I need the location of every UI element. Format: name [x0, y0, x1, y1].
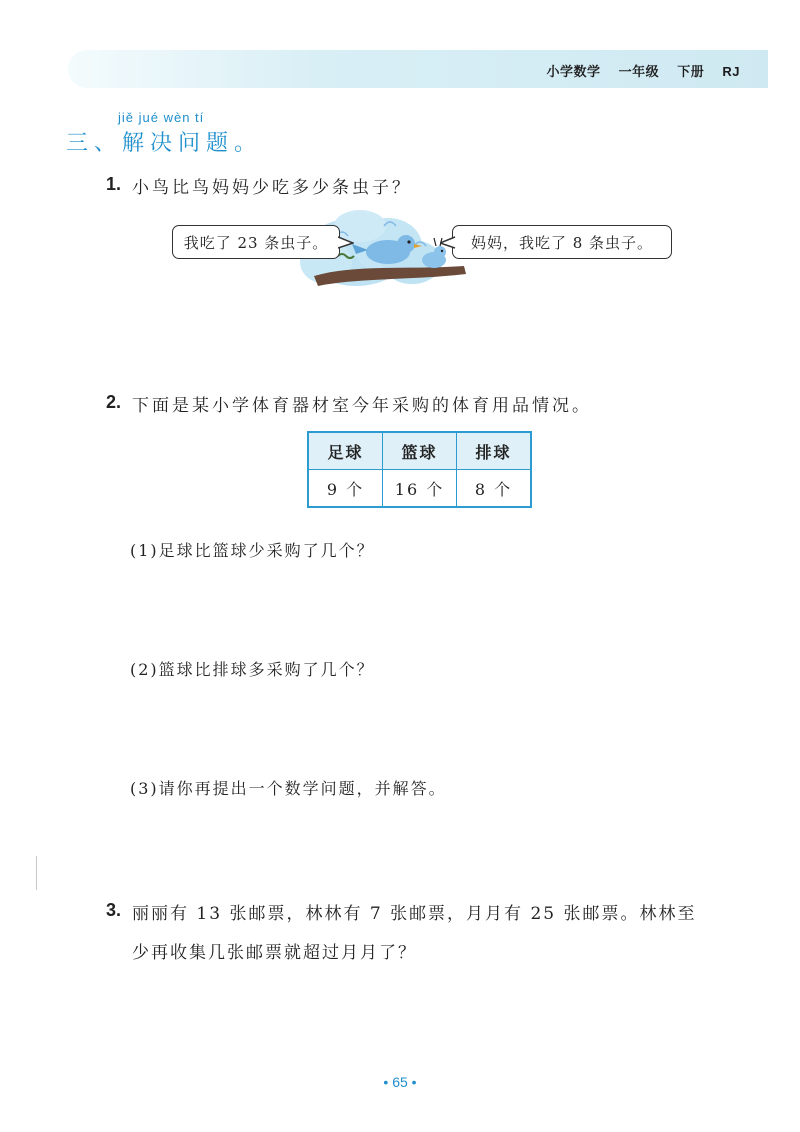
page-number: • 65 • — [383, 1074, 417, 1090]
speech-tail-left-icon — [338, 236, 354, 250]
sub-question-1: (1)足球比篮球少采购了几个？ — [130, 541, 375, 560]
speech-tail-right-icon — [440, 236, 456, 250]
grade-label: 一年级 — [618, 64, 660, 79]
bird-speech-bubble-mother: 我吃了 23 条虫子。 — [172, 225, 340, 259]
question-3-line-2: 少再收集几张邮票就超过月月了？ — [132, 943, 417, 963]
question-2-number: 2. — [106, 392, 122, 412]
question-3-line-1: 丽丽有 13 张邮票，林林有 7 张邮票，月月有 25 张邮票。林林至 — [132, 904, 697, 924]
header-basketball: 篮球 — [383, 432, 457, 470]
question-2-text: 下面是某小学体育器材室今年采购的体育用品情况。 — [132, 396, 592, 416]
header-band — [68, 50, 768, 88]
header-football: 足球 — [308, 432, 383, 470]
value-football: 9 个 — [308, 470, 383, 508]
section-pinyin: jiě jué wèn tí — [118, 110, 205, 125]
bird-speech-bubble-baby: 妈妈，我吃了 8 条虫子。 — [452, 225, 672, 259]
volume-label: 下册 — [677, 64, 705, 79]
edition-label: RJ — [722, 64, 740, 79]
value-volleyball: 8 个 — [457, 470, 532, 508]
table-row — [308, 470, 531, 508]
question-1-text: 小鸟比鸟妈妈少吃多少条虫子？ — [132, 178, 412, 198]
header-volleyball: 排球 — [457, 432, 532, 470]
section-title: 三、解决问题。 — [66, 130, 263, 155]
book-info — [546, 61, 740, 80]
question-3-number: 3. — [106, 900, 122, 920]
subject-label: 小学数学 — [546, 64, 601, 79]
question-1-number: 1. — [106, 174, 122, 194]
value-basketball: 16 个 — [383, 470, 457, 508]
scan-edge-mark — [36, 856, 37, 890]
sub-question-2: (2)篮球比排球多采购了几个？ — [130, 660, 375, 679]
sub-question-3: (3)请你再提出一个数学问题，并解答。 — [130, 779, 447, 798]
table-header-row — [308, 432, 531, 470]
sports-equipment-table — [307, 431, 532, 508]
